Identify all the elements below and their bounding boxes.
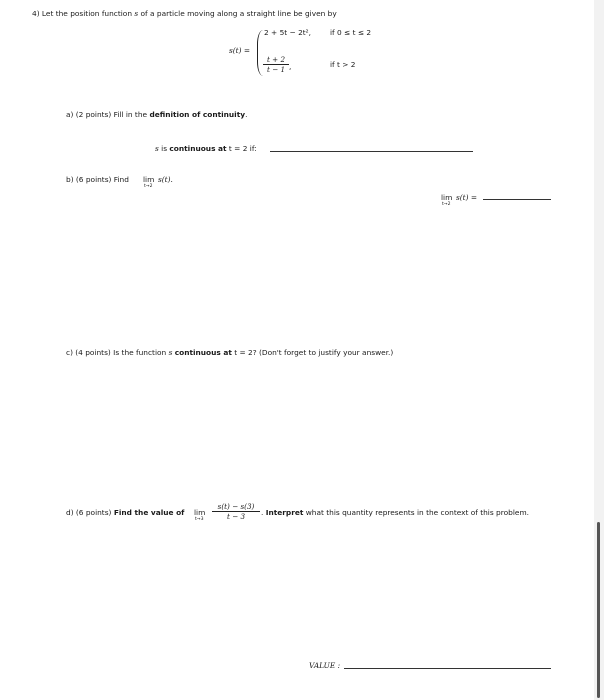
part-d-lim: lim (194, 508, 206, 517)
part-d-fraction: s(t) − s(3) t − 3 (212, 502, 260, 521)
part-a-label: a) (2 points) Fill in the definition of continuity. (66, 110, 248, 119)
part-b-answer-func: s(t) = (456, 193, 478, 202)
part-b-answer-lim: lim (441, 193, 453, 202)
part-a-prompt: s is continuous at t = 2 if: (155, 144, 257, 153)
piecewise-case2-cond: if t > 2 (330, 60, 356, 69)
piecewise-case1-expr: 2 + 5t − 2t², (264, 28, 311, 37)
part-b-answer-lim-sub: t→2 (442, 202, 451, 207)
part-a-answer-line[interactable] (270, 151, 473, 152)
piecewise-case2-fraction: t + 2 t − 1 (263, 55, 289, 74)
scrollbar-thumb[interactable] (597, 522, 600, 698)
piecewise-case1-cond: if 0 ≤ t ≤ 2 (330, 28, 372, 37)
part-d-lim-sub: t→3 (195, 517, 204, 522)
part-d-label: d) (6 points) Find the value of (66, 508, 185, 517)
part-b-func: s(t). (158, 175, 173, 184)
part-b-lim-sub: t→2 (144, 184, 153, 189)
piecewise-lhs: s(t) = (229, 46, 251, 55)
problem-header: 4) Let the position function s of a particle moving along a straight line be given by (32, 9, 337, 18)
piecewise-case2-comma: , (289, 62, 292, 71)
part-d-interpret: . Interpret what this quantity represents in the context of this problem. (261, 508, 529, 517)
part-c-question: c) (4 points) Is the function s continuous at t = 2? (Don't forget to justify your answer.) (66, 348, 394, 357)
value-label: VALUE : (309, 661, 341, 670)
value-answer-line[interactable] (344, 668, 551, 669)
part-b-lim: lim (143, 175, 155, 184)
scrollbar[interactable] (594, 0, 604, 700)
part-b-answer-line[interactable] (483, 199, 551, 200)
part-b-label: b) (6 points) Find (66, 175, 129, 184)
